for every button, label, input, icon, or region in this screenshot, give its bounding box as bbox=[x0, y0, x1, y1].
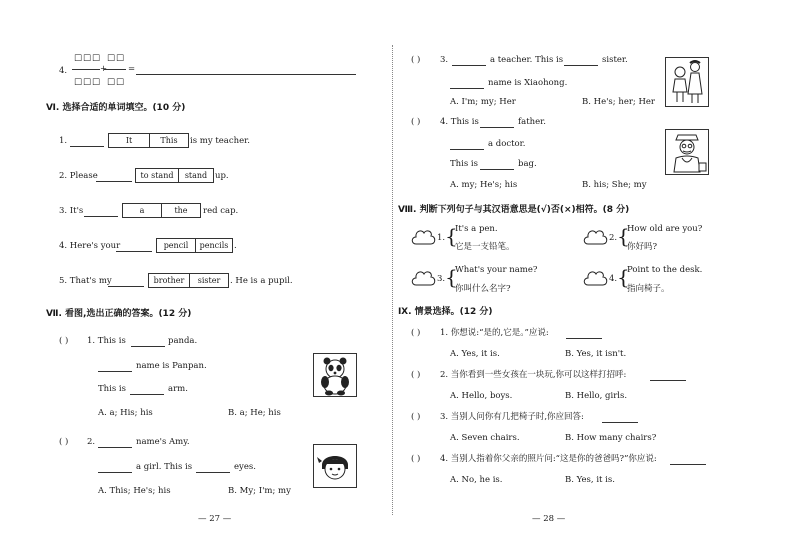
s8-item4-num: 4. bbox=[609, 274, 618, 284]
s9-q2-option-b[interactable]: B. Hello, girls. bbox=[565, 391, 628, 401]
r-q4-option-b[interactable]: B. his; She; my bbox=[582, 180, 647, 190]
s9-q2-option-a[interactable]: A. Hello, boys. bbox=[450, 391, 513, 401]
math-box-2b: □□ bbox=[107, 77, 126, 87]
s9-q2-blank[interactable] bbox=[650, 371, 686, 381]
s6-item2-opt-a[interactable]: to stand bbox=[140, 171, 174, 180]
r-q4-l2-post: a doctor. bbox=[488, 139, 526, 149]
s7-q1-option-b[interactable]: B. a; He; his bbox=[228, 408, 281, 418]
s9-q4-blank[interactable] bbox=[670, 455, 706, 465]
r-q4-blank1[interactable] bbox=[480, 118, 514, 128]
s7-q1-blank3[interactable] bbox=[130, 385, 164, 395]
math-box-2a: □□□ bbox=[74, 77, 102, 87]
s6-item2-opt-b[interactable]: stand bbox=[178, 169, 213, 182]
s6-item1-options bbox=[108, 133, 189, 148]
section-7-title: Ⅶ. 看图,选出正确的答案。(12 分) bbox=[46, 309, 192, 319]
r-q4-l1-post: father. bbox=[518, 117, 546, 127]
s9-q2-text: 2. 当你看到一些女孩在一块玩,你可以这样打招呼: bbox=[440, 370, 627, 380]
r-q3-paren[interactable]: ( ) bbox=[411, 55, 421, 65]
s6-item3-opt-b[interactable]: the bbox=[161, 204, 200, 217]
s7-q2-l2-post: eyes. bbox=[234, 462, 256, 472]
r-q3-option-b[interactable]: B. He's; her; Her bbox=[582, 97, 655, 107]
s8-item2-english: How old are you? bbox=[627, 224, 703, 234]
s6-item5-num: 5. That's my bbox=[59, 276, 112, 286]
s6-item1-num: 1. bbox=[59, 136, 68, 146]
s7-q1-l3-post: arm. bbox=[168, 384, 188, 394]
s6-item4-num: 4. Here's your bbox=[59, 241, 121, 251]
s8-item3-english: What's your name? bbox=[455, 265, 538, 275]
s7-q2-paren[interactable]: ( ) bbox=[59, 437, 69, 447]
s7-q2-blank3[interactable] bbox=[196, 463, 230, 473]
s6-item2-options bbox=[135, 168, 214, 183]
s9-q2-paren[interactable]: ( ) bbox=[411, 370, 421, 380]
teacher-girl-image bbox=[665, 57, 709, 107]
math-answer-line[interactable] bbox=[136, 74, 356, 75]
s8-item3-brace: { bbox=[445, 265, 458, 289]
panda-image bbox=[313, 353, 357, 397]
s8-item2-chinese: 你好吗? bbox=[627, 242, 658, 252]
s8-item3-num: 3. bbox=[437, 274, 446, 284]
s7-q2-l1-post: name's Amy. bbox=[136, 437, 190, 447]
s8-item4-brace: { bbox=[617, 265, 630, 289]
math-plus: + bbox=[100, 64, 108, 74]
s9-q4-text: 4. 当别人指着你父亲的照片问:“这是你的爸爸吗?”你应说: bbox=[440, 454, 657, 464]
s6-item1-opt-b[interactable]: This bbox=[149, 134, 188, 147]
s8-item4-english: Point to the desk. bbox=[627, 265, 703, 275]
r-q3-l1-mid: a teacher. This is bbox=[490, 55, 564, 65]
left-page-number: — 27 — bbox=[198, 514, 232, 524]
s7-q2-option-b[interactable]: B. My; I'm; my bbox=[228, 486, 291, 496]
s7-q1-paren[interactable]: ( ) bbox=[59, 336, 69, 346]
r-q3-blank2[interactable] bbox=[564, 56, 598, 66]
s8-item2-answer-cloud[interactable] bbox=[582, 227, 608, 253]
r-q4-l1-pre: 4. This is bbox=[440, 117, 479, 127]
s9-q3-paren[interactable]: ( ) bbox=[411, 412, 421, 422]
s9-q1-text: 1. 你想说:“是的,它是。”应说: bbox=[440, 328, 549, 338]
s7-q2-l1-pre: 2. bbox=[87, 437, 96, 447]
s6-item3-num: 3. It's bbox=[59, 206, 84, 216]
section-6-title: Ⅵ. 选择合适的单词填空。(10 分) bbox=[46, 103, 186, 113]
r-q4-l3-pre: This is bbox=[450, 159, 479, 169]
s9-q3-blank[interactable] bbox=[602, 413, 638, 423]
s6-item3-blank[interactable] bbox=[84, 207, 118, 217]
math-q4-num: 4. bbox=[59, 66, 68, 76]
s7-q1-l2-post: name is Panpan. bbox=[136, 361, 207, 371]
s6-item1-text: is my teacher. bbox=[190, 136, 250, 146]
s6-item1-opt-a[interactable]: It bbox=[125, 136, 133, 145]
s7-q1-l1-pre: 1. This is bbox=[87, 336, 126, 346]
s6-item5-opt-b[interactable]: sister bbox=[189, 274, 228, 287]
s6-item4-blank[interactable] bbox=[116, 242, 152, 252]
s7-q2-blank1[interactable] bbox=[98, 438, 132, 448]
s7-q1-l3-pre: This is bbox=[98, 384, 127, 394]
s9-q4-option-a[interactable]: A. No, he is. bbox=[450, 475, 503, 485]
s8-item1-brace: { bbox=[445, 224, 458, 248]
s7-q1-option-a[interactable]: A. a; His; his bbox=[98, 408, 153, 418]
r-q3-blank1[interactable] bbox=[452, 56, 486, 66]
right-page-number: — 28 — bbox=[532, 514, 566, 524]
r-q4-paren[interactable]: ( ) bbox=[411, 117, 421, 127]
s8-item1-num: 1. bbox=[437, 233, 446, 243]
s6-item5-text: . He is a pupil. bbox=[230, 276, 293, 286]
s9-q1-paren[interactable]: ( ) bbox=[411, 328, 421, 338]
s9-q1-option-b[interactable]: B. Yes, it isn't. bbox=[565, 349, 627, 359]
s7-q2-l2-mid: a girl. This is bbox=[136, 462, 193, 472]
s9-q3-option-b[interactable]: B. How many chairs? bbox=[565, 433, 657, 443]
r-q4-blank2[interactable] bbox=[450, 140, 484, 150]
s7-q2-option-a[interactable]: A. This; He's; his bbox=[98, 486, 171, 496]
s7-q1-blank2[interactable] bbox=[98, 362, 132, 372]
doctor-image bbox=[665, 129, 709, 175]
s9-q1-option-a[interactable]: A. Yes, it is. bbox=[450, 349, 500, 359]
r-q3-l1-post: sister. bbox=[602, 55, 628, 65]
s8-item2-num: 2. bbox=[609, 233, 618, 243]
s9-q3-option-a[interactable]: A. Seven chairs. bbox=[450, 433, 520, 443]
r-q4-option-a[interactable]: A. my; He's; his bbox=[450, 180, 518, 190]
s6-item3-opt-a[interactable]: a bbox=[139, 206, 145, 215]
s8-item4-answer-cloud[interactable] bbox=[582, 268, 608, 294]
s8-item4-chinese: 指向椅子。 bbox=[627, 284, 670, 294]
math-box-1a: □□□ bbox=[74, 53, 102, 63]
s7-q2-blank2[interactable] bbox=[98, 463, 132, 473]
r-q3-blank3[interactable] bbox=[450, 79, 484, 89]
section-9-title: Ⅸ. 情景选择。(12 分) bbox=[398, 307, 493, 317]
s6-item2-num: 2. Please bbox=[59, 171, 98, 181]
s9-q1-blank[interactable] bbox=[566, 329, 602, 339]
s8-item3-answer-cloud[interactable] bbox=[410, 268, 436, 294]
math-box-1b: □□ bbox=[107, 53, 126, 63]
s7-q1-l1-post: panda. bbox=[168, 336, 198, 346]
girl-face-image bbox=[313, 444, 357, 488]
s6-item5-options bbox=[148, 273, 229, 288]
s6-item4-options bbox=[156, 238, 233, 253]
r-q3-l2-post: name is Xiaohong. bbox=[488, 78, 568, 88]
section-8-title: Ⅷ. 判断下列句子与其汉语意思是(√)否(×)相符。(8 分) bbox=[398, 205, 630, 215]
s6-item4-opt-b[interactable]: pencils bbox=[195, 239, 232, 252]
s6-item5-blank[interactable] bbox=[108, 277, 144, 287]
s6-item3-options bbox=[122, 203, 201, 218]
s8-item1-english: It's a pen. bbox=[455, 224, 498, 234]
r-q3-l1-pre: 3. bbox=[440, 55, 449, 65]
s9-q3-text: 3. 当别人问你有几把椅子时,你应回答: bbox=[440, 412, 584, 422]
s8-item3-chinese: 你叫什么名字? bbox=[455, 284, 511, 294]
s9-q4-paren[interactable]: ( ) bbox=[411, 454, 421, 464]
s8-item1-chinese: 它是一支铅笔。 bbox=[455, 242, 515, 252]
math-equals: = bbox=[128, 64, 136, 74]
s6-item4-opt-a[interactable]: pencil bbox=[163, 241, 189, 250]
s6-item5-opt-a[interactable]: brother bbox=[153, 276, 185, 285]
s6-item2-text: up. bbox=[215, 171, 229, 181]
s8-item1-answer-cloud[interactable] bbox=[410, 227, 436, 253]
s7-q1-blank1[interactable] bbox=[131, 337, 165, 347]
s9-q4-option-b[interactable]: B. Yes, it is. bbox=[565, 475, 615, 485]
s6-item2-blank[interactable] bbox=[96, 172, 132, 182]
s6-item1-blank[interactable] bbox=[70, 137, 104, 147]
r-q4-blank3[interactable] bbox=[480, 160, 514, 170]
s6-item3-text: red cap. bbox=[203, 206, 239, 216]
page-divider bbox=[392, 45, 393, 515]
s6-item4-text: . bbox=[234, 241, 237, 251]
r-q4-l3-post: bag. bbox=[518, 159, 537, 169]
s8-item2-brace: { bbox=[617, 224, 630, 248]
r-q3-option-a[interactable]: A. I'm; my; Her bbox=[450, 97, 516, 107]
